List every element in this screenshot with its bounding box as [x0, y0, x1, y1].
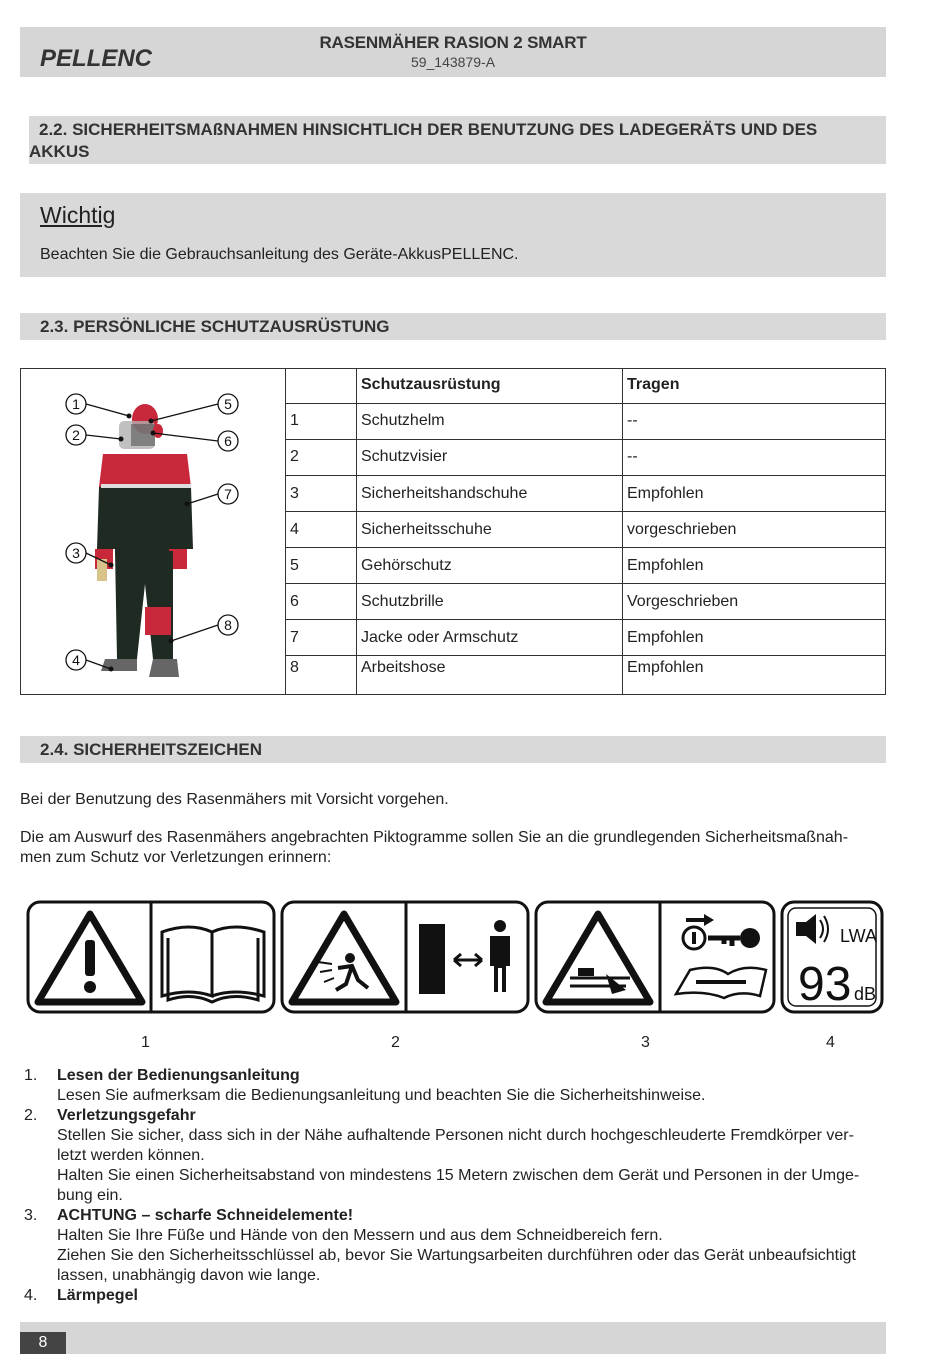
noise-label: LWA: [840, 926, 878, 946]
table-row: [286, 512, 887, 548]
row-wear: Empfohlen: [623, 475, 887, 511]
row-equipment: Jacke oder Armschutz: [357, 620, 623, 656]
row-number: 8: [286, 656, 357, 695]
row-equipment: Gehörschutz: [357, 548, 623, 584]
sharp-blade-warning-icon: [546, 914, 650, 1002]
item-line: Halten Sie einen Sicherheitsabstand von mindestens 15 Metern zwischen dem Gerät und Personen in der Umge-: [57, 1167, 860, 1184]
row-equipment: Arbeitshose: [357, 656, 623, 695]
item-line: letzt werden können.: [57, 1147, 205, 1164]
row-number: 6: [286, 584, 357, 620]
section-2-4-title: 2.4. SICHERHEITSZEICHEN: [40, 740, 262, 759]
row-number: 2: [286, 439, 357, 475]
pictogram-label-1: 1: [141, 1034, 150, 1051]
row-number: 1: [286, 403, 357, 439]
section-2-2-title-line2: AKKUS: [29, 142, 90, 161]
callout-6: 6: [224, 433, 232, 449]
document-title: RASENMÄHER RASION 2 SMART: [319, 33, 587, 52]
item-line: Ziehen Sie den Sicherheitsschlüssel ab, bevor Sie Wartungsarbeiten durchführen oder das Gerät unbeaufsichtigt: [57, 1247, 856, 1264]
table-row: [286, 548, 887, 584]
item-line: lassen, unabhängig davon wie lange.: [57, 1267, 321, 1284]
warning-triangle-icon: [38, 914, 142, 1002]
page-number: 8: [20, 1332, 66, 1354]
list-item: [20, 1066, 886, 1106]
row-wear: Empfohlen: [623, 620, 887, 656]
pictogram-label-2: 2: [391, 1034, 400, 1051]
pictogram-intro-line1: Die am Auswurf des Rasenmähers angebrachten Piktogramme sollen Sie an die grundlegenden Sicherheitsmaßnah-: [20, 829, 849, 846]
header-cell-wear: Tragen: [623, 368, 887, 403]
section-2-3-title: 2.3. PERSÖNLICHE SCHUTZAUSRÜSTUNG: [40, 317, 390, 336]
item-heading: ACHTUNG – scharfe Schneidelemente!: [57, 1207, 354, 1224]
callout-5: 5: [224, 396, 232, 412]
callout-2: 2: [72, 427, 80, 443]
pellenc-logo: PELLENC: [40, 45, 153, 72]
important-text: Beachten Sie die Gebrauchsanleitung des Geräte-AkkusPELLENC.: [40, 246, 519, 263]
safety-distance-icon: [419, 920, 510, 994]
item-heading: Verletzungsgefahr: [57, 1107, 196, 1124]
open-book-icon: [162, 927, 264, 1002]
row-wear: Empfohlen: [623, 656, 887, 695]
list-item: [20, 1106, 886, 1206]
row-wear: Vorgeschrieben: [623, 584, 887, 620]
important-box: [20, 193, 886, 277]
item-number: 4.: [24, 1287, 38, 1304]
pictogram-explanations: [20, 1066, 886, 1306]
protective-clothing-figure: [21, 369, 285, 694]
callout-1: 1: [72, 396, 80, 412]
row-number: 7: [286, 620, 357, 656]
pictogram-intro-line2: men zum Schutz vor Verletzungen erinnern:: [20, 849, 332, 866]
thrown-objects-warning-icon: [292, 914, 396, 1002]
pictogram-label-3: 3: [641, 1034, 650, 1051]
item-line: Halten Sie Ihre Füße und Hände von den Messern und aus dem Schneidbereich fern.: [57, 1227, 663, 1244]
important-title: Wichtig: [40, 202, 116, 228]
noise-value: 93: [798, 958, 852, 1011]
row-wear: --: [623, 403, 887, 439]
callout-3: 3: [72, 545, 80, 561]
header-cell-equipment: Schutzausrüstung: [357, 368, 623, 403]
row-equipment: Sicherheitsschuhe: [357, 512, 623, 548]
callout-4: 4: [72, 652, 80, 668]
table-row: [286, 620, 887, 656]
item-number: 2.: [24, 1107, 38, 1124]
item-line: Stellen Sie sicher, dass sich in der Nähe aufhaltende Personen nicht durch hochgeschleuderte Fremdkörper ver-: [57, 1127, 854, 1144]
item-number: 3.: [24, 1207, 38, 1224]
callout-7: 7: [224, 486, 232, 502]
item-line: Lesen Sie aufmerksam die Bedienungsanleitung und beachten Sie die Sicherheitshinweise.: [57, 1087, 706, 1104]
list-item: [20, 1286, 886, 1306]
row-wear: --: [623, 439, 887, 475]
maintenance-manual-icon: [676, 968, 766, 998]
table-row: [286, 403, 887, 439]
row-equipment: Sicherheitshandschuhe: [357, 475, 623, 511]
table-row: [286, 656, 887, 695]
list-item: [20, 1206, 886, 1286]
callout-8: 8: [224, 617, 232, 633]
table-row: [286, 439, 887, 475]
table-row: [286, 584, 887, 620]
safety-key-icon: [683, 914, 760, 949]
section-2-2-title-line1: 2.2. SICHERHEITSMAßNAHMEN HINSICHTLICH DER BENUTZUNG DES LADEGERÄTS UND DES: [39, 120, 818, 139]
row-number: 5: [286, 548, 357, 584]
row-number: 4: [286, 512, 357, 548]
safety-pictograms: [20, 898, 886, 1018]
noise-level-icon: [796, 914, 877, 1011]
row-equipment: Schutzbrille: [357, 584, 623, 620]
item-heading: Lärmpegel: [57, 1287, 138, 1304]
caution-paragraph: Bei der Benutzung des Rasenmähers mit Vorsicht vorgehen.: [20, 791, 449, 808]
worker-illustration: [95, 404, 193, 677]
row-wear: Empfohlen: [623, 548, 887, 584]
row-wear: vorgeschrieben: [623, 512, 887, 548]
ppe-table: [285, 368, 886, 695]
page-footer: [20, 1322, 886, 1354]
item-line: bung ein.: [57, 1187, 123, 1204]
table-header-row: [286, 368, 887, 403]
item-number: 1.: [24, 1067, 38, 1084]
table-row: [286, 475, 887, 511]
row-number: 3: [286, 475, 357, 511]
item-heading: Lesen der Bedienungsanleitung: [57, 1067, 300, 1084]
pictogram-label-4: 4: [826, 1034, 835, 1051]
document-code: 59_143879-A: [410, 54, 496, 70]
header-cell-number: [286, 368, 357, 403]
noise-unit: dB: [854, 984, 877, 1004]
row-equipment: Schutzvisier: [357, 439, 623, 475]
row-equipment: Schutzhelm: [357, 403, 623, 439]
